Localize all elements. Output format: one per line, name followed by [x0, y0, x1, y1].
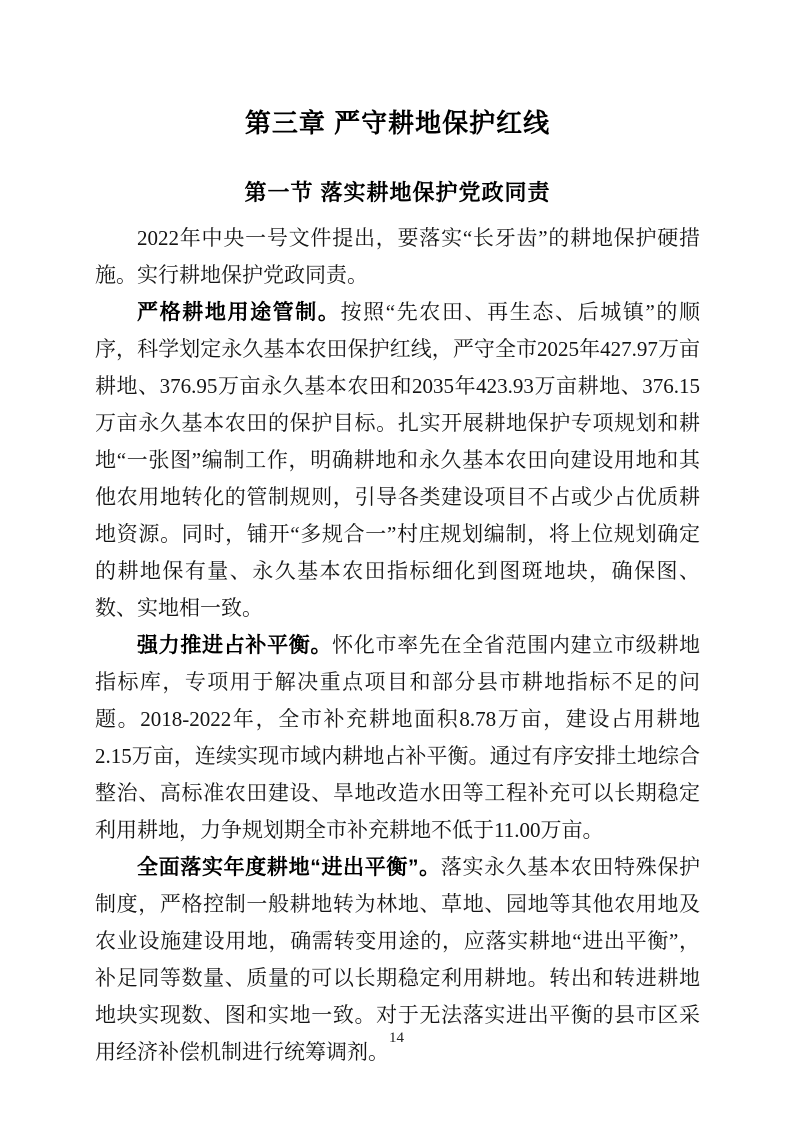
paragraph-lead: 全面落实年度耕地“进出平衡”。	[137, 856, 441, 879]
paragraph-lead: 强力推进占补平衡。	[137, 634, 333, 657]
paragraph-text: 落实永久基本农田特殊保护制度，严格控制一般耕地转为林地、草地、园地等其他农用地及农业设施建设用地，确需转变用途的，应落实耕地“进出平衡”，补足同等数量、质量的可以长期稳定利用耕地。转出和转进耕地地块实现数、图和实地一致。对于无法落实进出平衡的县市区采用经济补偿机制进行统筹调剂。	[95, 855, 701, 1064]
chapter-title: 第三章 严守耕地保护红线	[244, 108, 551, 138]
paragraph-land-use-control	[95, 294, 700, 627]
section-title: 第一节 落实耕地保护党政同责	[244, 180, 551, 205]
paragraph-text: 按照“先农田、再生态、后城镇”的顺序，科学划定永久基本农田保护红线，严守全市2025年427.97万亩耕地、376.95万亩永久基本农田和2035年423.93万亩耕地、376.15万亩永久基本农田的保护目标。扎实开展耕地保护专项规划和耕地“一张图”编制工作，明确耕地和永久基本农田向建设用地和其他农用地转化的管制规则，引导各类建设项目不占或少占优质耕地资源。同时，铺开“多规合一”村庄规划编制，将上位规划确定的耕地保有量、永久基本农田指标细化到图斑地块，确保图、数、实地相一致。	[95, 300, 701, 620]
paragraph-occupation-compensation-balance	[95, 627, 700, 849]
paragraph-intro	[95, 220, 700, 294]
page-footer	[0, 1030, 793, 1047]
page-number: 14	[389, 1030, 404, 1046]
paragraph-text: 2022年中央一号文件提出，要落实“长牙齿”的耕地保护硬措施。实行耕地保护党政同责。	[95, 226, 700, 287]
paragraph-lead: 严格耕地用途管制。	[137, 301, 341, 324]
body-text	[95, 220, 700, 1071]
paragraph-text: 怀化市率先在全省范围内建立市级耕地指标库，专项用于解决重点项目和部分县市耕地指标不足的问题。2018-2022年，全市补充耕地面积8.78万亩，建设占用耕地2.15万亩，连续实现市域内耕地占补平衡。通过有序安排土地综合整治、高标准农田建设、旱地改造水田等工程补充可以长期稳定利用耕地，力争规划期全市补充耕地不低于11.00万亩。	[95, 633, 701, 842]
